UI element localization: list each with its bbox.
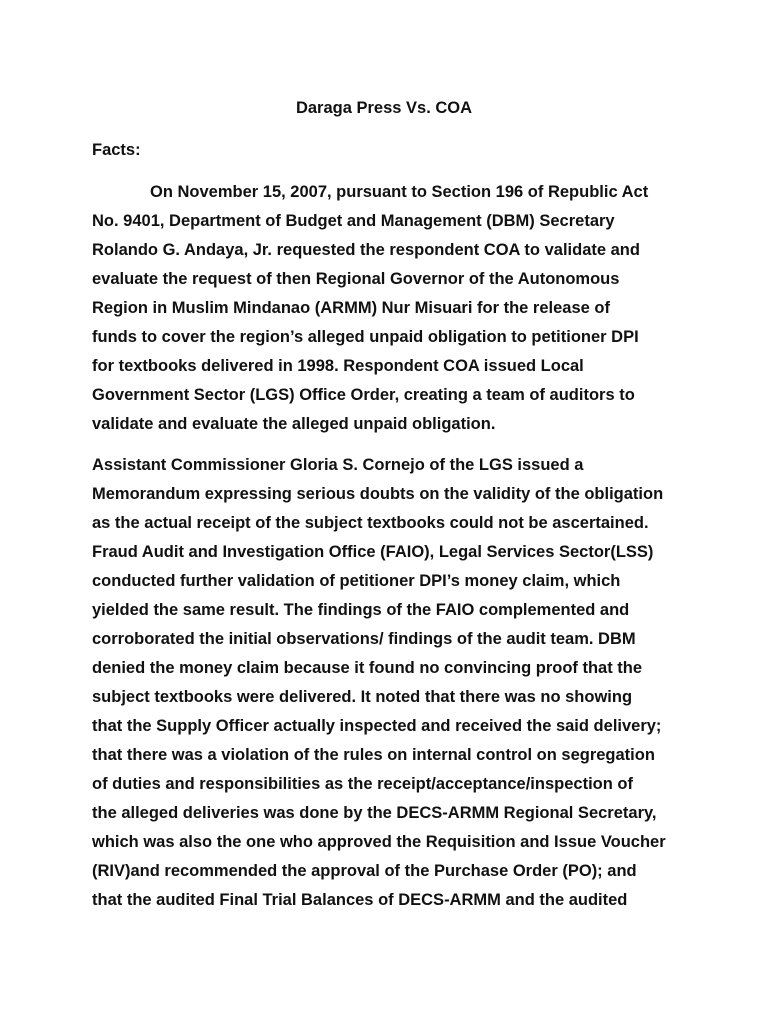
section-heading-facts: Facts:	[92, 141, 141, 159]
paragraph-line: validate and evaluate the alleged unpaid obligation.	[92, 415, 496, 433]
paragraph-line: that the audited Final Trial Balances of DECS-ARMM and the audited	[92, 891, 628, 909]
paragraph-line: subject textbooks were delivered. It noted that there was no showing	[92, 688, 633, 706]
paragraph-line: that there was a violation of the rules on internal control on segregation	[92, 746, 655, 764]
paragraph-line: Assistant Commissioner Gloria S. Cornejo of the LGS issued a	[92, 456, 584, 474]
paragraph-line: (RIV)and recommended the approval of the Purchase Order (PO); and	[92, 862, 637, 880]
paragraph-line: Rolando G. Andaya, Jr. requested the respondent COA to validate and	[92, 241, 640, 259]
paragraph-line: yielded the same result. The findings of the FAIO complemented and	[92, 601, 630, 619]
paragraph-line: Fraud Audit and Investigation Office (FAIO), Legal Services Sector(LSS)	[92, 543, 654, 561]
paragraph-line: the alleged deliveries was done by the DECS-ARMM Regional Secretary,	[92, 804, 657, 822]
paragraph-line: Region in Muslim Mindanao (ARMM) Nur Misuari for the release of	[92, 299, 610, 317]
paragraph-line: for textbooks delivered in 1998. Respondent COA issued Local	[92, 357, 584, 375]
paragraph-1	[92, 178, 712, 439]
paragraph-line: that the Supply Officer actually inspected and received the said delivery;	[92, 717, 662, 735]
paragraph-line: evaluate the request of then Regional Governor of the Autonomous	[92, 270, 620, 288]
paragraph-line: as the actual receipt of the subject textbooks could not be ascertained.	[92, 514, 649, 532]
paragraph-line: Government Sector (LGS) Office Order, creating a team of auditors to	[92, 386, 635, 404]
paragraph-line: No. 9401, Department of Budget and Management (DBM) Secretary	[92, 212, 615, 230]
paragraph-line: funds to cover the region’s alleged unpaid obligation to petitioner DPI	[92, 328, 639, 346]
paragraph-2	[92, 451, 712, 915]
paragraph-line: conducted further validation of petitioner DPI’s money claim, which	[92, 572, 621, 590]
paragraph-line: Memorandum expressing serious doubts on the validity of the obligation	[92, 485, 664, 503]
paragraph-line: corroborated the initial observations/ findings of the audit team. DBM	[92, 630, 636, 648]
paragraph-line: On November 15, 2007, pursuant to Section 196 of Republic Act	[150, 183, 649, 201]
paragraph-line: which was also the one who approved the Requisition and Issue Voucher	[92, 833, 666, 851]
document-title: Daraga Press Vs. COA	[295, 99, 473, 117]
paragraph-line: of duties and responsibilities as the receipt/acceptance/inspection of	[92, 775, 633, 793]
paragraph-line: denied the money claim because it found no convincing proof that the	[92, 659, 643, 677]
